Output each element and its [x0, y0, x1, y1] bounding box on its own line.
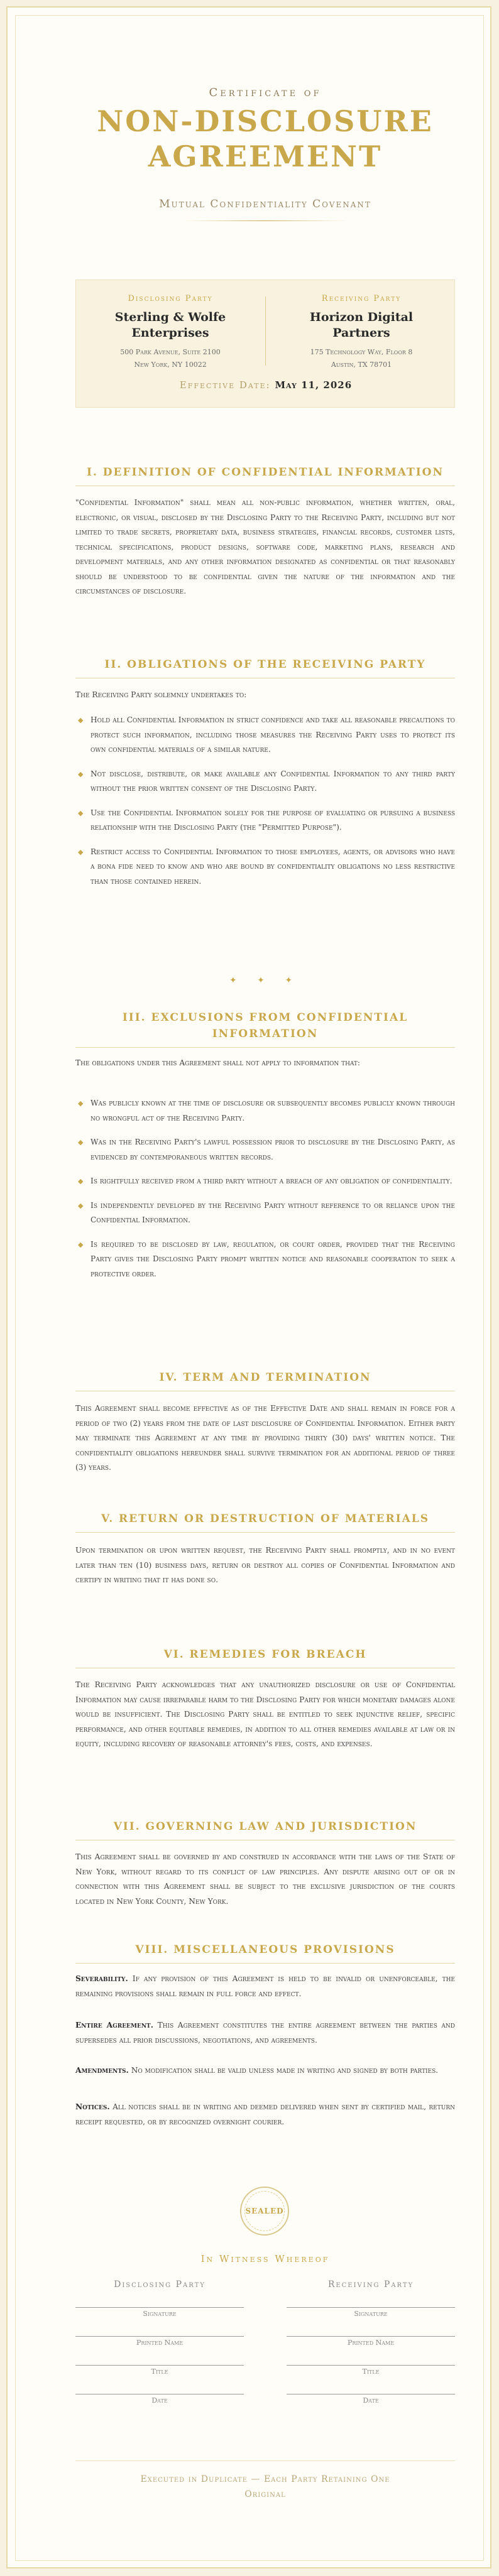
diamond-bullet-icon: ◆ — [78, 1138, 84, 1146]
list-item-text: Hold all Confidential Information in strict confidence and take all reasonable precautions to protect such information, including those measures the Receiving Party uses to protect its own confidential materials of a similar nature. — [90, 715, 455, 754]
signature-line[interactable]: Signature — [287, 2307, 455, 2318]
receiving-addr-line-2: Austin, TX 78701 — [331, 361, 392, 369]
section-4-text: This Agreement shall become effective as of the Effective Date and shall remain in force for a period of two (2) years from the date of last disclosure of Confidential Information. Either party may terminate this Agreement at any time by providing thirty (30) days' written notice. The confidentiality obligations hereunder shall survive termination for an additional period of three (3) years. — [75, 1404, 455, 1472]
footer-line-1: Executed in Duplicate — Each Party Retaining One — [140, 2474, 390, 2484]
title-line[interactable]: Title — [287, 2365, 455, 2376]
list-item-text: Was in the Receiving Party's lawful possession prior to disclosure by the Disclosing Party, as evidenced by contemporaneous written records. — [90, 1138, 455, 1161]
section-5-title: V. RETURN OR DESTRUCTION OF MATERIALS — [101, 1513, 430, 1525]
receiving-party-name — [273, 310, 449, 341]
document-title — [75, 104, 455, 174]
receiving-party-label: Receiving Party — [321, 294, 402, 303]
section-2-title: II. OBLIGATIONS OF THE RECEIVING PARTY — [104, 658, 426, 671]
list-item-text: Is rightfully received from a third party without a breach of any obligation of confidentiality. — [90, 1177, 452, 1185]
effective-date-label: Effective Date: — [179, 379, 271, 391]
clause-text: This Agreement constitutes the entire agreement between the parties and supersedes all prior discussions, negotiations, and agreements. — [75, 2021, 456, 2045]
diamond-bullet-icon: ◆ — [78, 847, 84, 856]
list-item-text: Use the Confidential Information solely for the purpose of evaluating or pursuing a business relationship with the Disclosing Party (the "Permitted Purpose"). — [90, 808, 455, 832]
receiving-signature-heading: Receiving Party — [327, 2280, 414, 2290]
section-3-title-line-1: III. EXCLUSIONS FROM CONFIDENTIAL — [122, 1011, 409, 1024]
list-item — [75, 1198, 455, 1228]
seal-text: SEALED — [244, 2191, 285, 2231]
effective-date-value: May 11, 2026 — [275, 379, 353, 391]
clause-entire-agreement — [75, 2018, 455, 2048]
section-7-text: This Agreement shall be governed by and construed in accordance with the laws of the State of New York, without regard to its conflict of law principles. Any dispute arising out of or in connection with this Agreement shall be subject to the exclusive jurisdiction of the courts located in New York County, New York. — [75, 1852, 455, 1906]
receiving-name-line-1: Horizon Digital — [309, 310, 414, 324]
receiving-party-block — [273, 294, 449, 371]
diamond-bullet-icon: ◆ — [78, 1201, 84, 1210]
list-item-text: Not disclose, distribute, or make available any Confidential Information to any third party without the prior written consent of the Disclosing Party. — [90, 769, 455, 793]
title-line[interactable]: Title — [75, 2365, 244, 2376]
party-divider — [265, 296, 266, 366]
section-ornament: ✦ ✦ ✦ — [229, 976, 302, 986]
section-2-list — [75, 713, 455, 898]
title-divider — [184, 220, 347, 221]
disclosing-party-address — [82, 346, 258, 371]
disclosing-party-block — [82, 294, 258, 371]
certificate-kicker: Certificate of — [209, 86, 322, 99]
receiving-party-address — [273, 346, 449, 371]
disclosing-party-label: Disclosing Party — [128, 294, 213, 303]
footer-note — [75, 2472, 455, 2502]
receiving-addr-line-1: 175 Technology Way, Floor 8 — [310, 348, 413, 356]
section-2-intro: The Receiving Party solemnly undertakes to: — [75, 690, 247, 699]
section-5-rule — [75, 1532, 455, 1533]
diamond-bullet-icon: ◆ — [78, 1099, 84, 1107]
witness-heading: In Witness Whereof — [200, 2253, 330, 2264]
list-item — [75, 845, 455, 889]
section-4-title: IV. TERM AND TERMINATION — [159, 1371, 371, 1384]
date-line[interactable]: Date — [287, 2394, 455, 2405]
effective-date — [76, 379, 456, 391]
title-line-2: AGREEMENT — [148, 139, 383, 173]
date-line[interactable]: Date — [75, 2394, 244, 2405]
printed-name-line[interactable]: Printed Name — [287, 2336, 455, 2347]
clause-severability — [75, 1972, 455, 2001]
list-item-text: Restrict access to Confidential Information to those employees, agents, or advisors who have a bona fide need to know and who are bound by confidentiality obligations no less restrictive than those contained herein. — [90, 847, 455, 886]
section-3-title — [75, 1009, 455, 1042]
receiving-name-line-2: Partners — [332, 326, 390, 340]
section-5-text: Upon termination or upon written request, the Receiving Party shall promptly, and in no event later than ten (10) business days, return or destroy all copies of Confidential Information and certify in writing that it has done so. — [75, 1546, 455, 1584]
clause-notices — [75, 2100, 455, 2129]
list-item — [75, 713, 455, 758]
section-3-title-line-2: INFORMATION — [212, 1028, 319, 1040]
diamond-bullet-icon: ◆ — [78, 769, 84, 778]
list-item — [75, 1135, 455, 1165]
clause-label: Entire Agreement. — [75, 2021, 154, 2030]
section-1-text: "Confidential Information" shall mean all non-public information, whether written, oral, electronic, or visual, disclosed by the Disclosing Party to the Receiving Party, including but not limited to trade secrets, proprietary data, business strategies, financial records, customer lists, technical specifications, product designs, software code, marketing plans, research and development materials, and any other information designated as confidential or that reasonably should be understood to be confidential given the nature of the information and the circumstances of disclosure. — [75, 498, 455, 595]
list-item — [75, 1237, 455, 1282]
list-item — [75, 1096, 455, 1126]
section-8-title: VIII. MISCELLANEOUS PROVISIONS — [135, 1943, 395, 1956]
clause-text: All notices shall be in writing and deemed delivered when sent by certified mail, return receipt requested, or by recognized overnight courier. — [75, 2102, 455, 2126]
disclosing-signature-block — [75, 2280, 244, 2405]
list-item — [75, 806, 455, 835]
disclosing-party-name — [82, 310, 258, 341]
clause-amendments — [75, 2063, 455, 2079]
section-7-title: VII. GOVERNING LAW AND JURISDICTION — [113, 1820, 417, 1833]
footer-divider — [75, 2460, 455, 2461]
list-item-text: Was publicly known at the time of disclosure or subsequently becomes publicly known through no wrongful act of the Receiving Party. — [90, 1099, 455, 1122]
printed-name-line[interactable]: Printed Name — [75, 2336, 244, 2347]
signature-line[interactable]: Signature — [75, 2307, 244, 2318]
parties-panel — [75, 280, 455, 408]
diamond-bullet-icon: ◆ — [78, 716, 84, 724]
certificate-inner-border — [15, 15, 484, 2561]
section-6-title: VI. REMEDIES FOR BREACH — [163, 1648, 367, 1661]
list-item — [75, 1174, 455, 1189]
disclosing-signature-heading: Disclosing Party — [114, 2280, 206, 2290]
disclosing-addr-line-2: New York, NY 10022 — [134, 361, 207, 369]
section-3-rule — [75, 1047, 455, 1048]
clause-label: Amendments. — [75, 2066, 129, 2075]
section-3-list — [75, 1096, 455, 1291]
disclosing-addr-line-1: 500 Park Avenue, Suite 2100 — [120, 348, 221, 356]
clause-label: Notices. — [75, 2102, 110, 2111]
disclosing-name-line-2: Enterprises — [131, 326, 209, 340]
clause-text: No modification shall be valid unless made in writing and signed by both parties. — [131, 2066, 439, 2075]
section-1-title: I. DEFINITION OF CONFIDENTIAL INFORMATION — [87, 466, 444, 479]
list-item — [75, 767, 455, 796]
section-8-rule — [75, 1963, 455, 1964]
document-subtitle: Mutual Confidentiality Covenant — [159, 198, 371, 210]
diamond-bullet-icon: ◆ — [78, 808, 84, 817]
disclosing-name-line-1: Sterling & Wolfe — [114, 310, 226, 324]
sealed-stamp-icon — [240, 2187, 289, 2236]
receiving-signature-block — [287, 2280, 455, 2405]
list-item-text: Is independently developed by the Receiving Party without reference to or reliance upon the Confidential Information. — [90, 1200, 455, 1224]
title-line-1: NON-DISCLOSURE — [97, 104, 434, 138]
list-item-text: Is required to be disclosed by law, regulation, or court order, provided that the Receiving Party gives the Disclosing Party prompt written notice and reasonable cooperation to seek a protective order. — [90, 1239, 455, 1278]
footer-line-2: Original — [244, 2489, 286, 2499]
section-3-intro: The obligations under this Agreement shall not apply to information that: — [75, 1058, 361, 1067]
diamond-bullet-icon: ◆ — [78, 1177, 84, 1185]
clause-text: If any provision of this Agreement is held to be invalid or unenforceable, the remaining provisions shall remain in full force and effect. — [75, 1974, 456, 1998]
diamond-bullet-icon: ◆ — [78, 1240, 84, 1249]
section-6-text: The Receiving Party acknowledges that any unauthorized disclosure or use of Confidential Information may cause irreparable harm to the Disclosing Party for which monetary damages alone would be insufficient. The Disclosing Party shall be entitled to seek injunctive relief, specific performance, and other equitable remedies, in addition to all other remedies available at law or in equity, including recovery of reasonable attorney's fees, costs, and expenses. — [75, 1680, 455, 1748]
clause-label: Severability. — [75, 1974, 128, 1983]
